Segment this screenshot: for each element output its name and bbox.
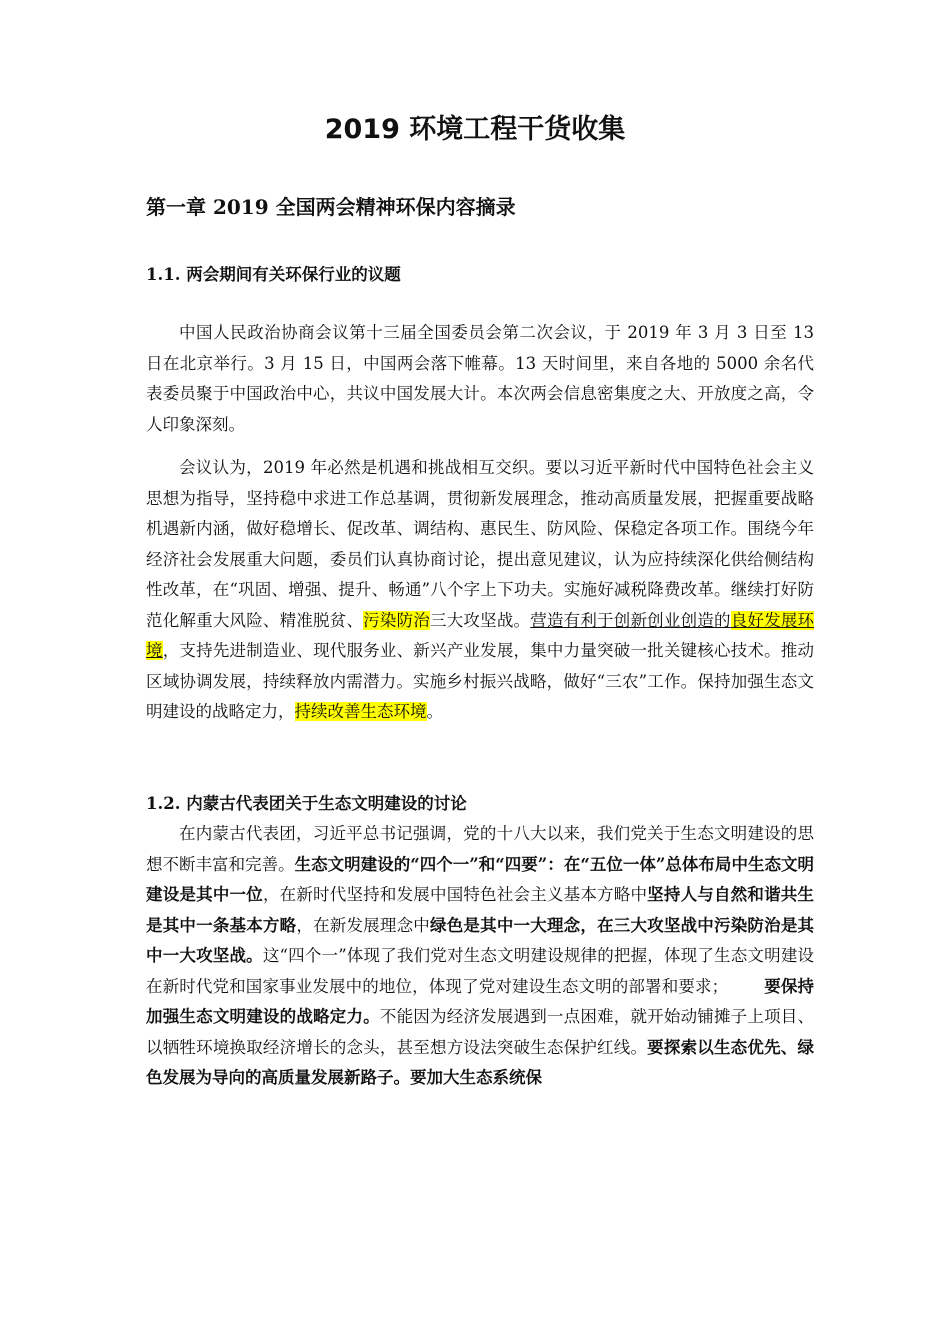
text-run: ，在新发展理念中: [296, 915, 431, 935]
highlight-good-environment: 良好发展环境: [146, 610, 815, 660]
paragraph-1-2-a: [146, 819, 814, 1094]
section-heading-1-1: 1.1. 两会期间有关环保行业的议题: [146, 265, 401, 284]
highlight-pollution-control: 污染防治: [363, 610, 430, 630]
section-heading-1-2: 1.2. 内蒙古代表团关于生态文明建设的讨论: [146, 794, 467, 813]
text-run: 这“四个一”体现了我们党对生态文明建设规律的把握，体现了生态文明建设在新时代党和国家事业发展中的地位，体现了党对建设生态文明的部署和要求；: [146, 946, 815, 996]
chapter-heading: 第一章 2019 全国两会精神环保内容摘录: [146, 195, 516, 219]
paragraph-1-1-b: [146, 453, 814, 728]
text-run: 三大攻坚战。: [430, 610, 531, 630]
bold-text: 绿色是其中一大理念，在三大攻坚战中污染防治是其中一大攻坚战。: [146, 915, 815, 965]
highlight-improve-ecology: 持续改善生态环境: [294, 702, 427, 721]
text-run: 在内蒙古代表团，习近平总书记强调，党的十八大以来，我们党关于生态文明建设的思想不断丰富和完善。: [146, 824, 814, 874]
bold-text: 生态文明建设的“四个一”和“四要”：在“五位一体”总体布局中生态文明建设是其中一位: [146, 854, 814, 904]
paragraph-1-1-a: 中国人民政治协商会议第十三届全国委员会第二次会议，于 2019 年 3 月 3 日至 13 日在北京举行。3 月 15 日，中国两会落下帷幕。13 天时间里，来自各地的 5000 余名代表委员聚于中国政治中心，共议中国发展大计。本次两会信息密集度之大、开放度之高，令人印象深刻。: [146, 323, 814, 434]
text-run: 会议认为，2019 年必然是机遇和挑战相互交织。要以习近平新时代中国特色社会主义思想为指导，坚持稳中求进工作总基调，贯彻新发展理念，推动高质量发展，把握重要战略机遇新内涵，做好稳增长、促改革、调结构、惠民生、防风险、保稳定各项工作。围绕今年经济社会发展重大问题，委员们认真协商讨论，提出意见建议，认为应持续深化供给侧结构性改革，在“巩固、增强、提升、畅通”八个字上下功夫。实施好减税降费改革。继续打好防范化解重大风险、精准脱贫、: [146, 458, 814, 630]
text-run: ，在新时代坚持和发展中国特色社会主义基本方略中: [262, 885, 648, 904]
text-run: 不能因为经济发展遇到一点困难，就开始动铺摊子上项目、以牺牲环境换取经济增长的念头，甚至想方设法突破生态保护红线。: [146, 1007, 815, 1057]
text-run: ，支持先进制造业、现代服务业、新兴产业发展，集中力量突破一批关键核心技术。推动区域协调发展，持续释放内需潜力。实施乡村振兴战略，做好“三农”工作。保持加强生态文明建设的战略定力，: [146, 641, 815, 721]
bold-text: 坚持人与自然和谐共生是其中一条基本方略: [146, 885, 815, 935]
text-run: 。: [426, 702, 443, 721]
document-title: 2019 环境工程干货收集: [324, 114, 626, 145]
bold-text: 要保持加强生态文明建设的战略定力。: [146, 976, 815, 1026]
text-run: 营造有利于创新创业创造的: [530, 610, 731, 630]
bold-text: 要探索以生态优先、绿色发展为导向的高质量发展新路子。要加大生态系统保: [146, 1037, 815, 1087]
